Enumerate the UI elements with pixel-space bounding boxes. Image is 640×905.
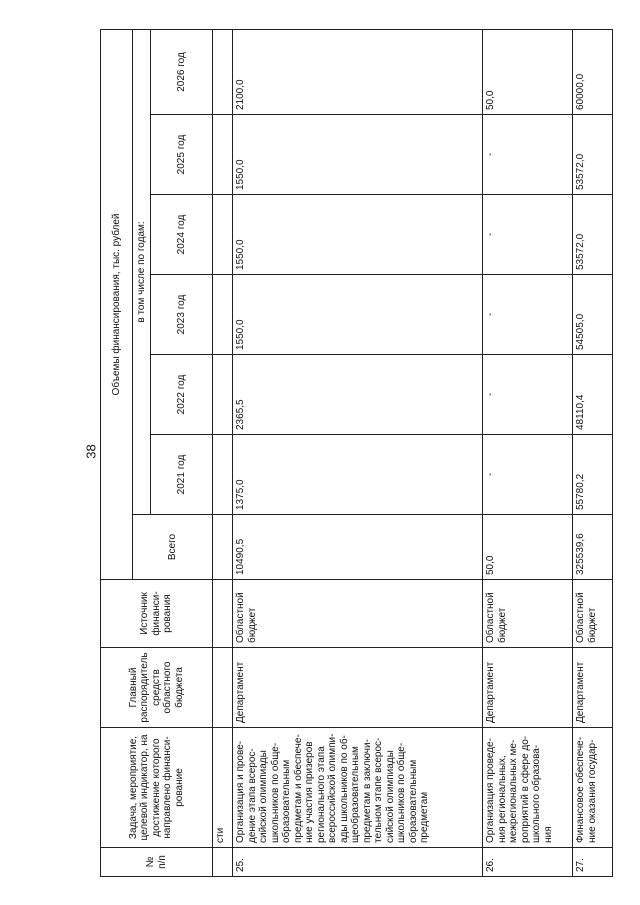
table-row: 26. Организация проведе-ния региональных, межрегиональных ме-роприятий в сфере до-школьного образова-ния Департамент Областной бюджет 50,0 - - - - - 50,0 (483, 29, 573, 876)
header-year: 2023 год (151, 275, 213, 355)
continuation-num (213, 848, 233, 877)
table-row: 25. Организация и прове-дение этапа всерос-сийской олимпиады школьников по обще-образовательным предметам и обеспече-ние участия призеров регионального этапа всероссийской олимпи-ады школьников по об-щеобразовательным предметам в заключи-тельном этапе всерос-сийской олимпиады школьников по обще-образовательным предметам Департамент Областной бюджет 10490,5 1375,0 2365,5 1550,0 1550,0 1550,0 2100,0 (233, 29, 483, 876)
header-year: 2021 год (151, 435, 213, 515)
header-source: Источник финанси-рования (101, 580, 213, 648)
header-year: 2026 год (151, 29, 213, 114)
header-year: 2024 год (151, 195, 213, 275)
financing-table (100, 29, 613, 877)
header-by-years: в том числе по годам: (133, 29, 151, 514)
header-year: 2022 год (151, 355, 213, 435)
header-num: № п/п (101, 848, 213, 877)
rotated-content (100, 30, 612, 877)
header-year: 2025 год (151, 115, 213, 195)
header-total: Всего (133, 515, 213, 580)
rotated-page-area (100, 30, 612, 877)
continuation-task: сти (213, 728, 233, 848)
table-row: 27. Финансовое обеспече-ние оказания государ- Департамент Областной бюджет 325539,6 55780,2 48110,4 54505,0 53572,0 53572,0 60000,0 (573, 29, 613, 876)
page-number: 38 (83, 444, 99, 459)
header-volumes: Объемы финансирования, тыс. рублей (101, 29, 133, 579)
header-task: Задача, мероприятие, целевой индикатор, на достижение которого направлено финанси-рование (101, 728, 213, 848)
header-main-manager: Главный распорядитель средств областного бюджета (101, 648, 213, 728)
